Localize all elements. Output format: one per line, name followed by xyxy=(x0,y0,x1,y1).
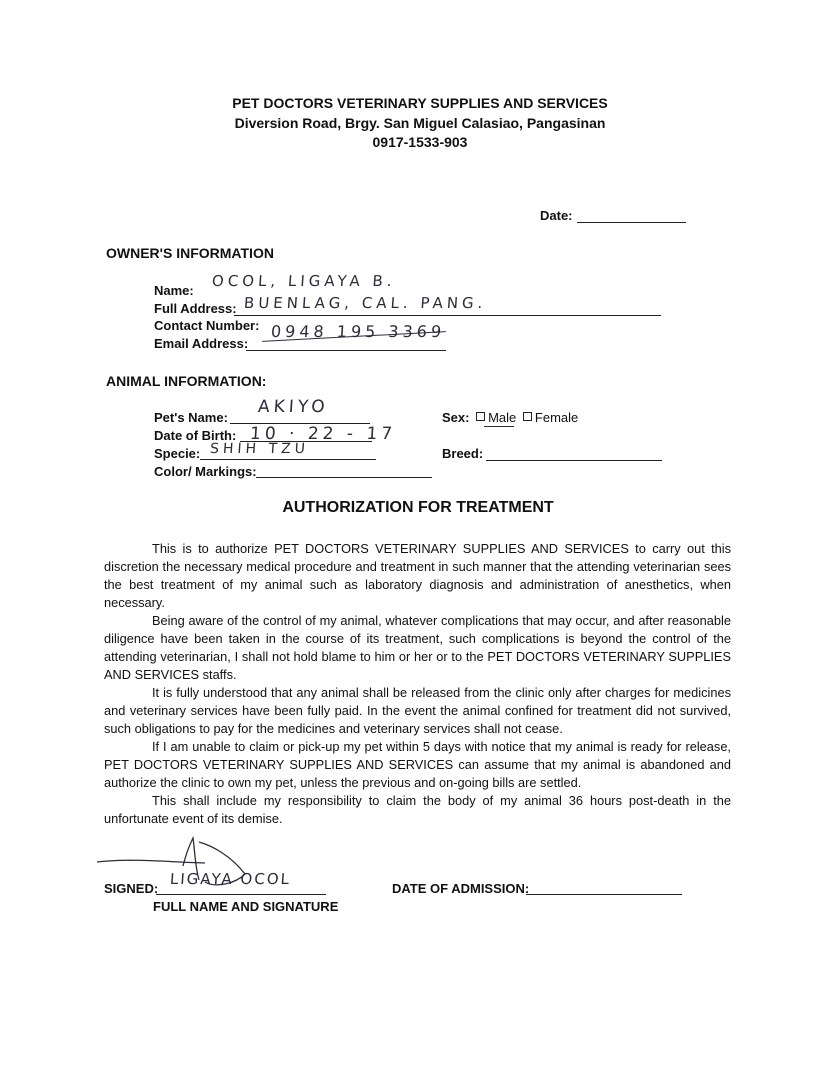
owner-contact-value[interactable]: 0948 195 3369 xyxy=(270,322,446,341)
clinic-header xyxy=(0,94,833,153)
breed-field[interactable] xyxy=(486,460,662,461)
clinic-phone: 0917-1533-903 xyxy=(372,134,468,150)
clinic-name: PET DOCTORS VETERINARY SUPPLIES AND SERVICES xyxy=(232,95,608,111)
clinic-address: Diversion Road, Brgy. San Miguel Calasiao, Pangasinan xyxy=(234,114,606,131)
sex-label: Sex: xyxy=(442,410,470,425)
color-label: Color/ Markings: xyxy=(154,464,257,479)
owner-email-label: Email Address: xyxy=(154,336,249,351)
owner-name-value[interactable]: OCOL, LIGAYA B. xyxy=(211,272,397,290)
owner-contact-label: Contact Number: xyxy=(154,318,260,333)
authorization-paragraph: Being aware of the control of my animal, whatever complications that may occur, and after reasonable diligence have been taken in the course of its treatment, such complications is beyond the control of the attending veterinarian, I shall not hold blame to him or her or to the PET DOCTORS VETERINARY SUPPLIES AND SERVICES staffs. xyxy=(104,613,731,682)
specie-value[interactable]: SHIH TZU xyxy=(209,441,310,457)
admission-date-field[interactable] xyxy=(526,894,682,895)
color-field[interactable] xyxy=(256,477,432,478)
dob-label: Date of Birth: xyxy=(154,428,237,443)
male-option-label: Male xyxy=(488,410,517,425)
authorization-paragraph: This shall include my responsibility to claim the body of my animal 36 hours post-death in the unfortunate event of its demise. xyxy=(104,793,731,826)
authorization-body xyxy=(104,540,731,828)
authorization-paragraph: If I am unable to claim or pick-up my pet within 5 days with notice that my animal is ready for release, PET DOCTORS VETERINARY SUPPLIES AND SERVICES can assume that my animal is abandoned and authorize the clinic to own my pet, unless the previous and on-going bills are settled. xyxy=(104,739,731,790)
sex-field xyxy=(442,410,578,425)
date-label: Date: xyxy=(540,208,573,223)
male-underline-mark xyxy=(484,426,514,427)
pet-name-label: Pet's Name: xyxy=(154,410,228,425)
signed-label: SIGNED: xyxy=(104,881,159,896)
female-option-label: Female xyxy=(534,410,579,425)
owner-email-field[interactable] xyxy=(246,350,446,351)
authorization-title: AUTHORIZATION FOR TREATMENT xyxy=(282,499,554,516)
dob-value[interactable]: 10 · 22 - 17 xyxy=(249,424,397,444)
signature-caption: FULL NAME AND SIGNATURE xyxy=(153,899,339,914)
admission-label: DATE OF ADMISSION: xyxy=(392,881,530,896)
authorization-paragraph: This is to authorize PET DOCTORS VETERINARY SUPPLIES AND SERVICES to carry out this discretion the necessary medical procedure and treatment in such manner that the attending veterinarian sees the best treatment of my animal such as laboratory diagnosis and administration of anesthetics, when necessary. xyxy=(104,541,731,610)
owner-address-label: Full Address: xyxy=(154,301,237,316)
owner-address-value[interactable]: BUENLAG, CAL. PANG. xyxy=(243,294,488,312)
pet-name-value[interactable]: AKIYO xyxy=(257,397,330,417)
animal-section-title: ANIMAL INFORMATION: xyxy=(106,373,267,389)
owner-address-line xyxy=(234,315,661,316)
male-checkbox[interactable] xyxy=(476,412,485,421)
signed-name-value[interactable]: LIGAYA OCOL xyxy=(169,870,292,888)
date-field[interactable] xyxy=(577,222,686,223)
authorization-paragraph: It is fully understood that any animal shall be released from the clinic only after charges for medicines and veterinary services have been fully paid. In the event the animal confined for treatment did not survived, such obligations to pay for the medicines and veterinary services shall not cease. xyxy=(104,685,731,736)
specie-line xyxy=(200,459,376,460)
owner-name-label: Name: xyxy=(154,283,194,298)
female-checkbox[interactable] xyxy=(523,412,532,421)
breed-label: Breed: xyxy=(442,446,484,461)
signature-line xyxy=(156,894,326,895)
specie-label: Specie: xyxy=(154,446,201,461)
owner-section-title: OWNER'S INFORMATION xyxy=(106,245,274,261)
